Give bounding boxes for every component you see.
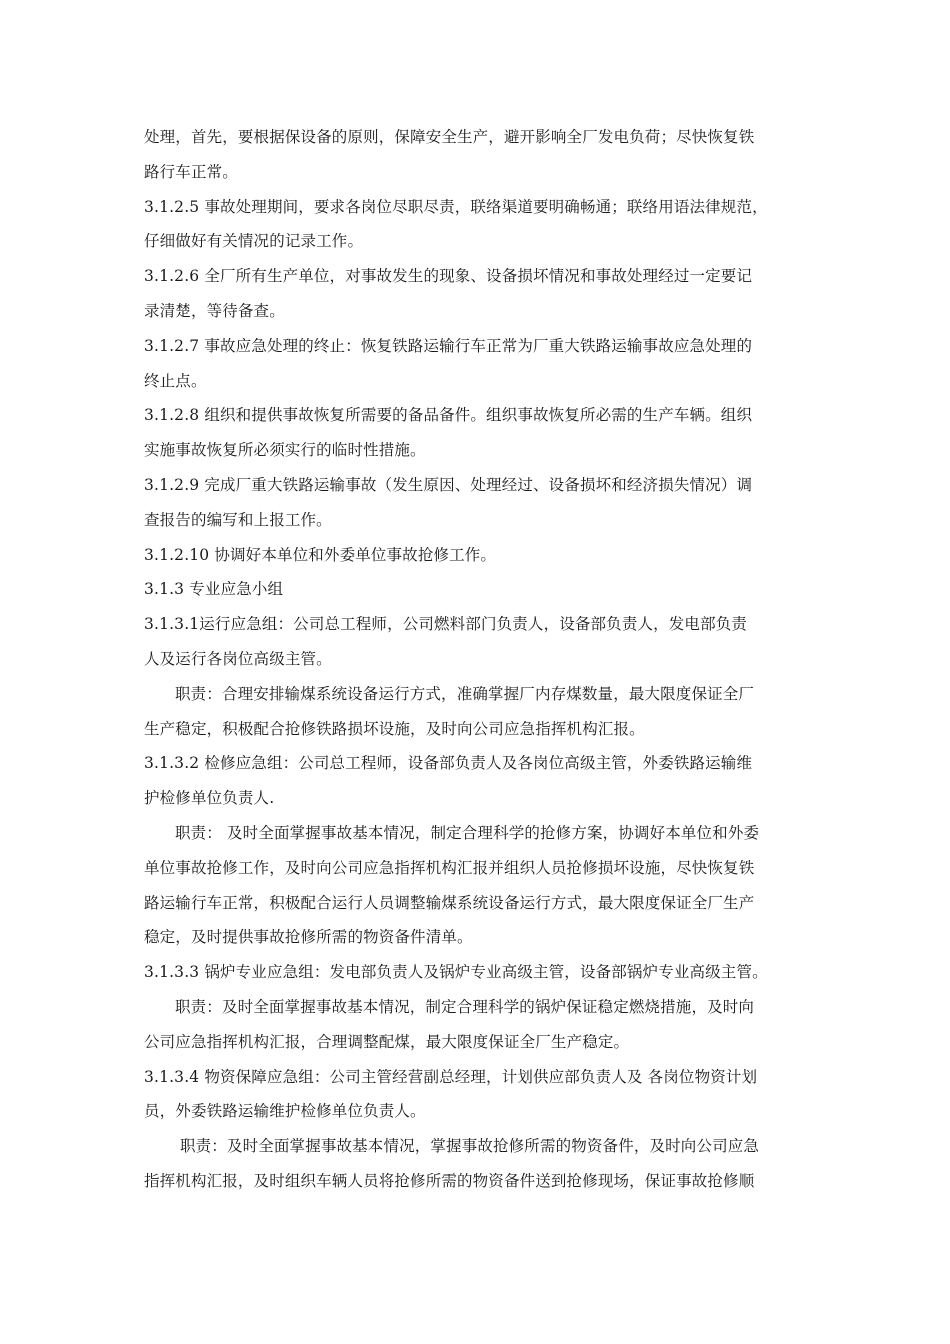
text-line: 职责：及时全面掌握事故基本情况，制定合理科学的锅炉保证稳定燃烧措施，及时向 <box>175 997 755 1016</box>
text-line: 实施事故恢复所必须实行的临时性措施。 <box>144 441 426 460</box>
text-line: 3.1.2.6 全厂所有生产单位，对事故发生的现象、设备损坏情况和事故处理经过一定要记 <box>144 267 753 286</box>
text-line: 公司应急指挥机构汇报，合理调整配煤，最大限度保证全厂生产稳定。 <box>144 1032 630 1051</box>
text-line: 录清楚，等待备查。 <box>144 301 285 320</box>
text-line: 3.1.3.1运行应急组：公司总工程师，公司燃料部门负责人，设备部负责人，发电部负责 <box>144 615 748 634</box>
text-line: 职责：及时全面掌握事故基本情况，掌握事故抢修所需的物资备件，及时向公司应急 <box>180 1137 760 1156</box>
text-line: 仔细做好有关情况的记录工作。 <box>144 232 364 251</box>
document-body <box>144 120 812 1199</box>
text-line: 3.1.3.2 检修应急组：公司总工程师，设备部负责人及各岗位高级主管，外委铁路运输维 <box>144 754 753 773</box>
text-line: 职责： 及时全面掌握事故基本情况，制定合理科学的抢修方案，协调好本单位和外委 <box>175 823 760 842</box>
text-line: 人及运行各岗位高级主管。 <box>144 649 332 668</box>
text-line: 生产稳定，积极配合抢修铁路损坏设施，及时向公司应急指挥机构汇报。 <box>144 719 645 738</box>
text-line: 指挥机构汇报，及时组织车辆人员将抢修所需的物资备件送到抢修现场，保证事故抢修顺 <box>144 1171 755 1190</box>
text-line: 3.1.3 专业应急小组 <box>144 580 284 599</box>
text-line: 3.1.2.9 完成厂重大铁路运输事故（发生原因、处理经过、设备损坏和经济损失情况）调 <box>144 475 753 494</box>
text-line: 员，外委铁路运输维护检修单位负责人。 <box>144 1102 426 1121</box>
text-line: 终止点。 <box>144 371 207 390</box>
text-line: 3.1.3.3 锅炉专业应急组：发电部负责人及锅炉专业高级主管，设备部锅炉专业高级主管。 <box>144 963 768 982</box>
text-line: 路运输行车正常，积极配合运行人员调整输煤系统设备运行方式，最大限度保证全厂生产 <box>144 893 755 912</box>
text-line: 职责：合理安排输煤系统设备运行方式，准确掌握厂内存煤数量，最大限度保证全厂 <box>175 684 755 703</box>
text-line: 单位事故抢修工作，及时向公司应急指挥机构汇报并组织人员抢修损坏设施，尽快恢复铁 <box>144 858 755 877</box>
text-line: 查报告的编写和上报工作。 <box>144 510 332 529</box>
text-line: 3.1.2.10 协调好本单位和外委单位事故抢修工作。 <box>144 545 497 564</box>
text-line: 3.1.2.5 事故处理期间，要求各岗位尽职尽责，联络渠道要明确畅通；联络用语法律规范， <box>144 197 768 216</box>
text-line: 3.1.3.4 物资保障应急组：公司主管经营副总经理，计划供应部负责人及 各岗位物资计划 <box>144 1067 758 1086</box>
text-line: 稳定，及时提供事故抢修所需的物资备件清单。 <box>144 928 473 947</box>
text-line: 3.1.2.8 组织和提供事故恢复所需要的备品备件。组织事故恢复所必需的生产车辆。组织 <box>144 406 753 425</box>
text-line: 护检修单位负责人. <box>144 789 275 808</box>
text-line: 3.1.2.7 事故应急处理的终止：恢复铁路运输行车正常为厂重大铁路运输事故应急处理的 <box>144 336 753 355</box>
text-line: 路行车正常。 <box>144 162 238 181</box>
text-line: 处理，首先，要根据保设备的原则，保障安全生产，避开影响全厂发电负荷；尽快恢复铁 <box>144 128 755 146</box>
